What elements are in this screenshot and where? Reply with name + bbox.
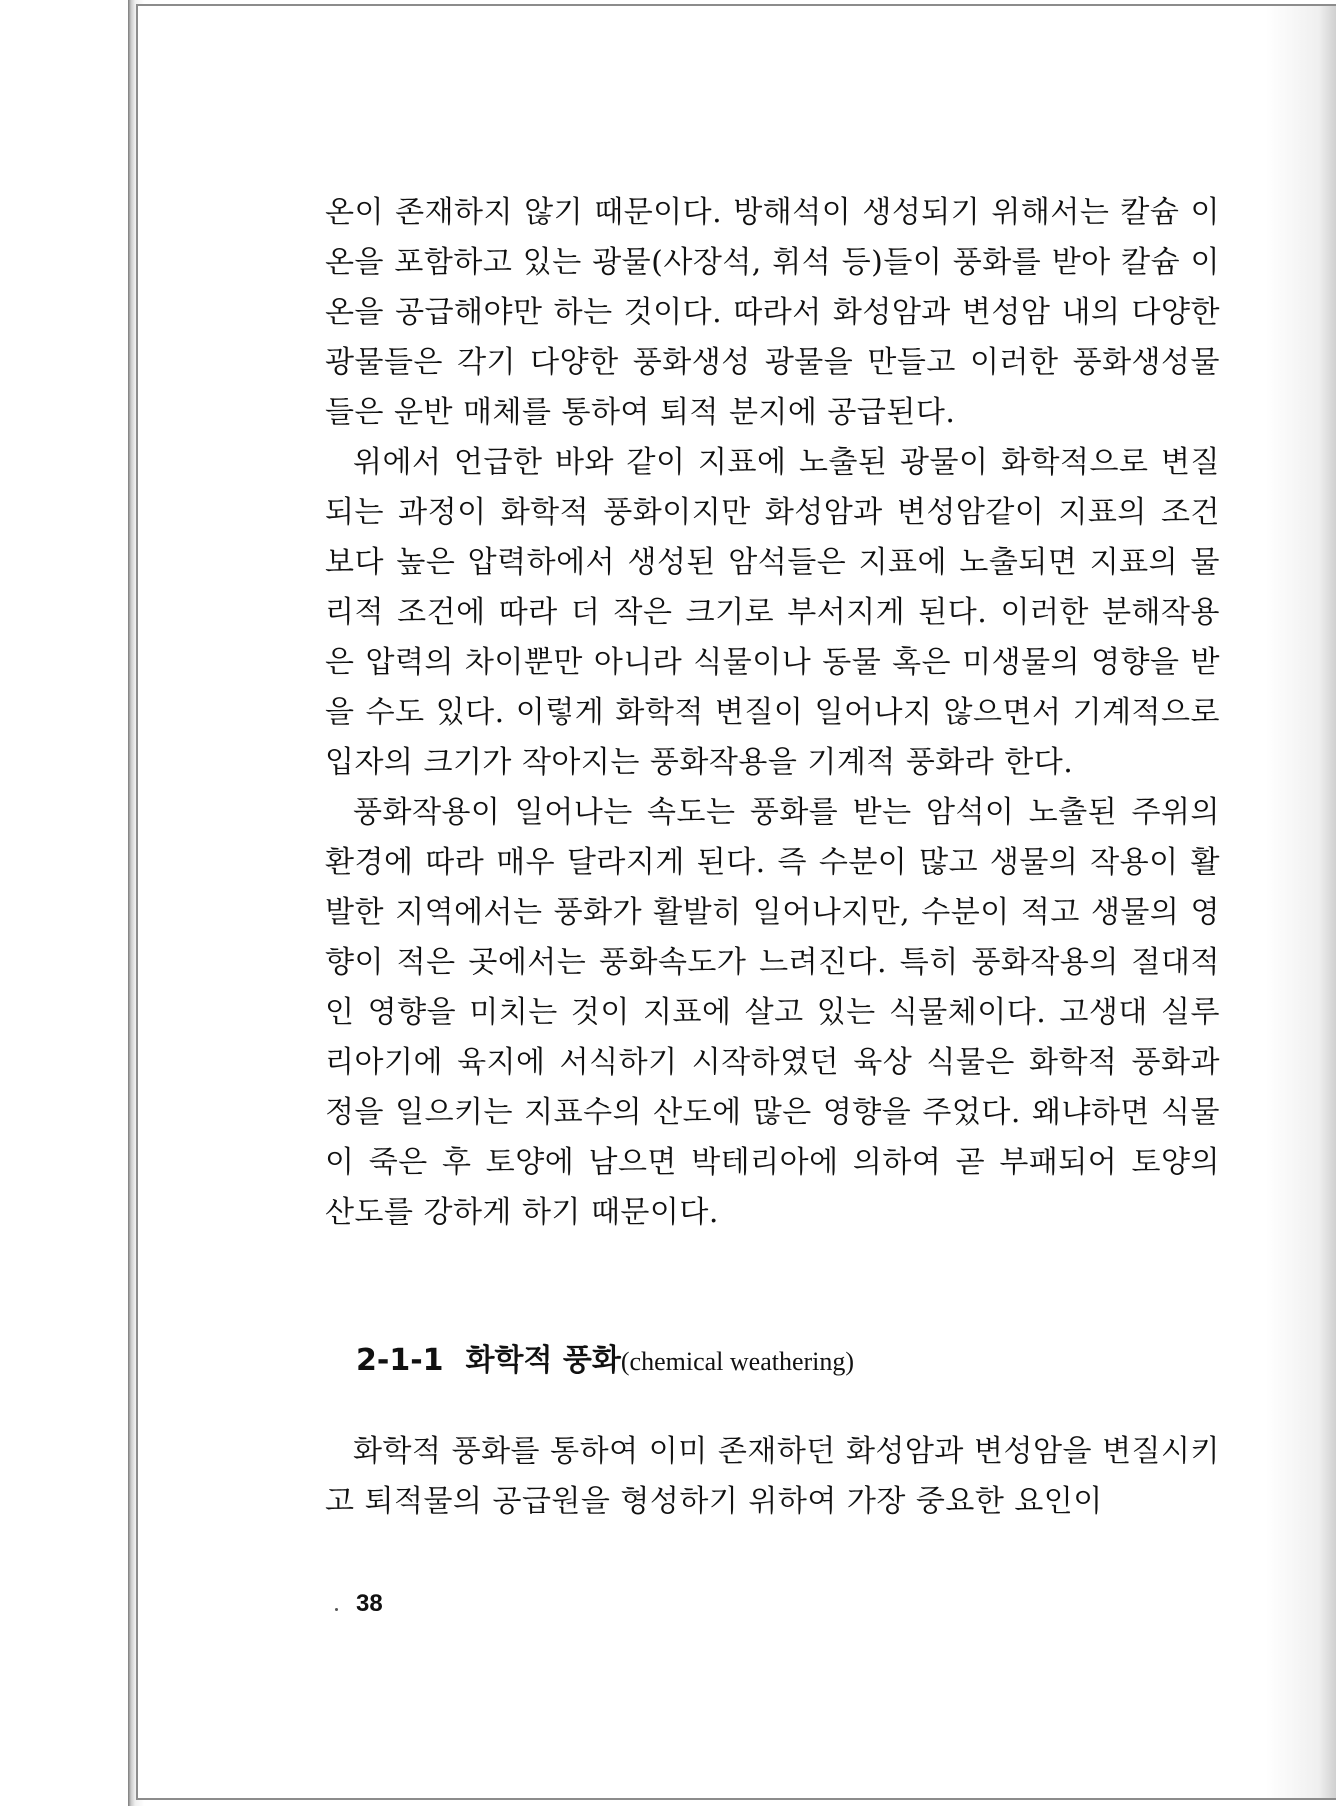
page-mark — [335, 1608, 338, 1611]
paragraph-1: 온이 존재하지 않기 때문이다. 방해석이 생성되기 위해서는 칼슘 이온을 포함하고 있는 광물(사장석, 휘석 등)들이 풍화를 받아 칼슘 이온을 공급해야만 하는 것이다. 따라서 화성암과 변성암 내의 다양한 광물들은 각기 다양한 풍화생성 광물을 만들고 이러한 풍화생성물들은 운반 매체를 통하여 퇴적 분지에 공급된다. — [325, 195, 1220, 430]
paragraph-2: 위에서 언급한 바와 같이 지표에 노출된 광물이 화학적으로 변질되는 과정이 화학적 풍화이지만 화성암과 변성암같이 지표의 조건보다 높은 압력하에서 생성된 암석들은 지표에 노출되면 지표의 물리적 조건에 따라 더 작은 크기로 부서지게 된다. 이러한 분해작용은 압력의 차이뿐만 아니라 식물이나 동물 혹은 미생물의 영향을 받을 수도 있다. 이렇게 화학적 변질이 일어나지 않으면서 기계적으로 입자의 크기가 작아지는 풍화작용을 기계적 풍화라 한다. — [325, 445, 1220, 780]
section-heading — [356, 1335, 854, 1379]
section-title: 화학적 풍화 — [465, 1343, 621, 1378]
page-number: 38 — [356, 1590, 383, 1617]
body-text-top — [325, 188, 1220, 1238]
page-curl-shadow — [1266, 6, 1336, 1798]
section-paragraph: 화학적 풍화를 통하여 이미 존재하던 화성암과 변성암을 변질시키고 퇴적물의 공급원을 형성하기 위하여 가장 중요한 요인이 — [325, 1434, 1220, 1519]
section-number: 2-1-1 — [356, 1343, 444, 1378]
paragraph-3: 풍화작용이 일어나는 속도는 풍화를 받는 암석이 노출된 주위의 환경에 따라 매우 달라지게 된다. 즉 수분이 많고 생물의 작용이 활발한 지역에서는 풍화가 활발히 일어나지만, 수분이 적고 생물의 영향이 적은 곳에서는 풍화속도가 느려진다. 특히 풍화작용의 절대적인 영향을 미치는 것이 지표에 살고 있는 식물체이다. 고생대 실루리아기에 육지에 서식하기 시작하였던 육상 식물은 화학적 풍화과정을 일으키는 지표수의 산도에 많은 영향을 주었다. 왜냐하면 식물이 죽은 후 토양에 남으면 박테리아에 의하여 곧 부패되어 토양의 산도를 강하게 하기 때문이다. — [325, 795, 1220, 1230]
body-text-section — [325, 1427, 1220, 1527]
section-title-english: (chemical weathering) — [620, 1347, 855, 1376]
